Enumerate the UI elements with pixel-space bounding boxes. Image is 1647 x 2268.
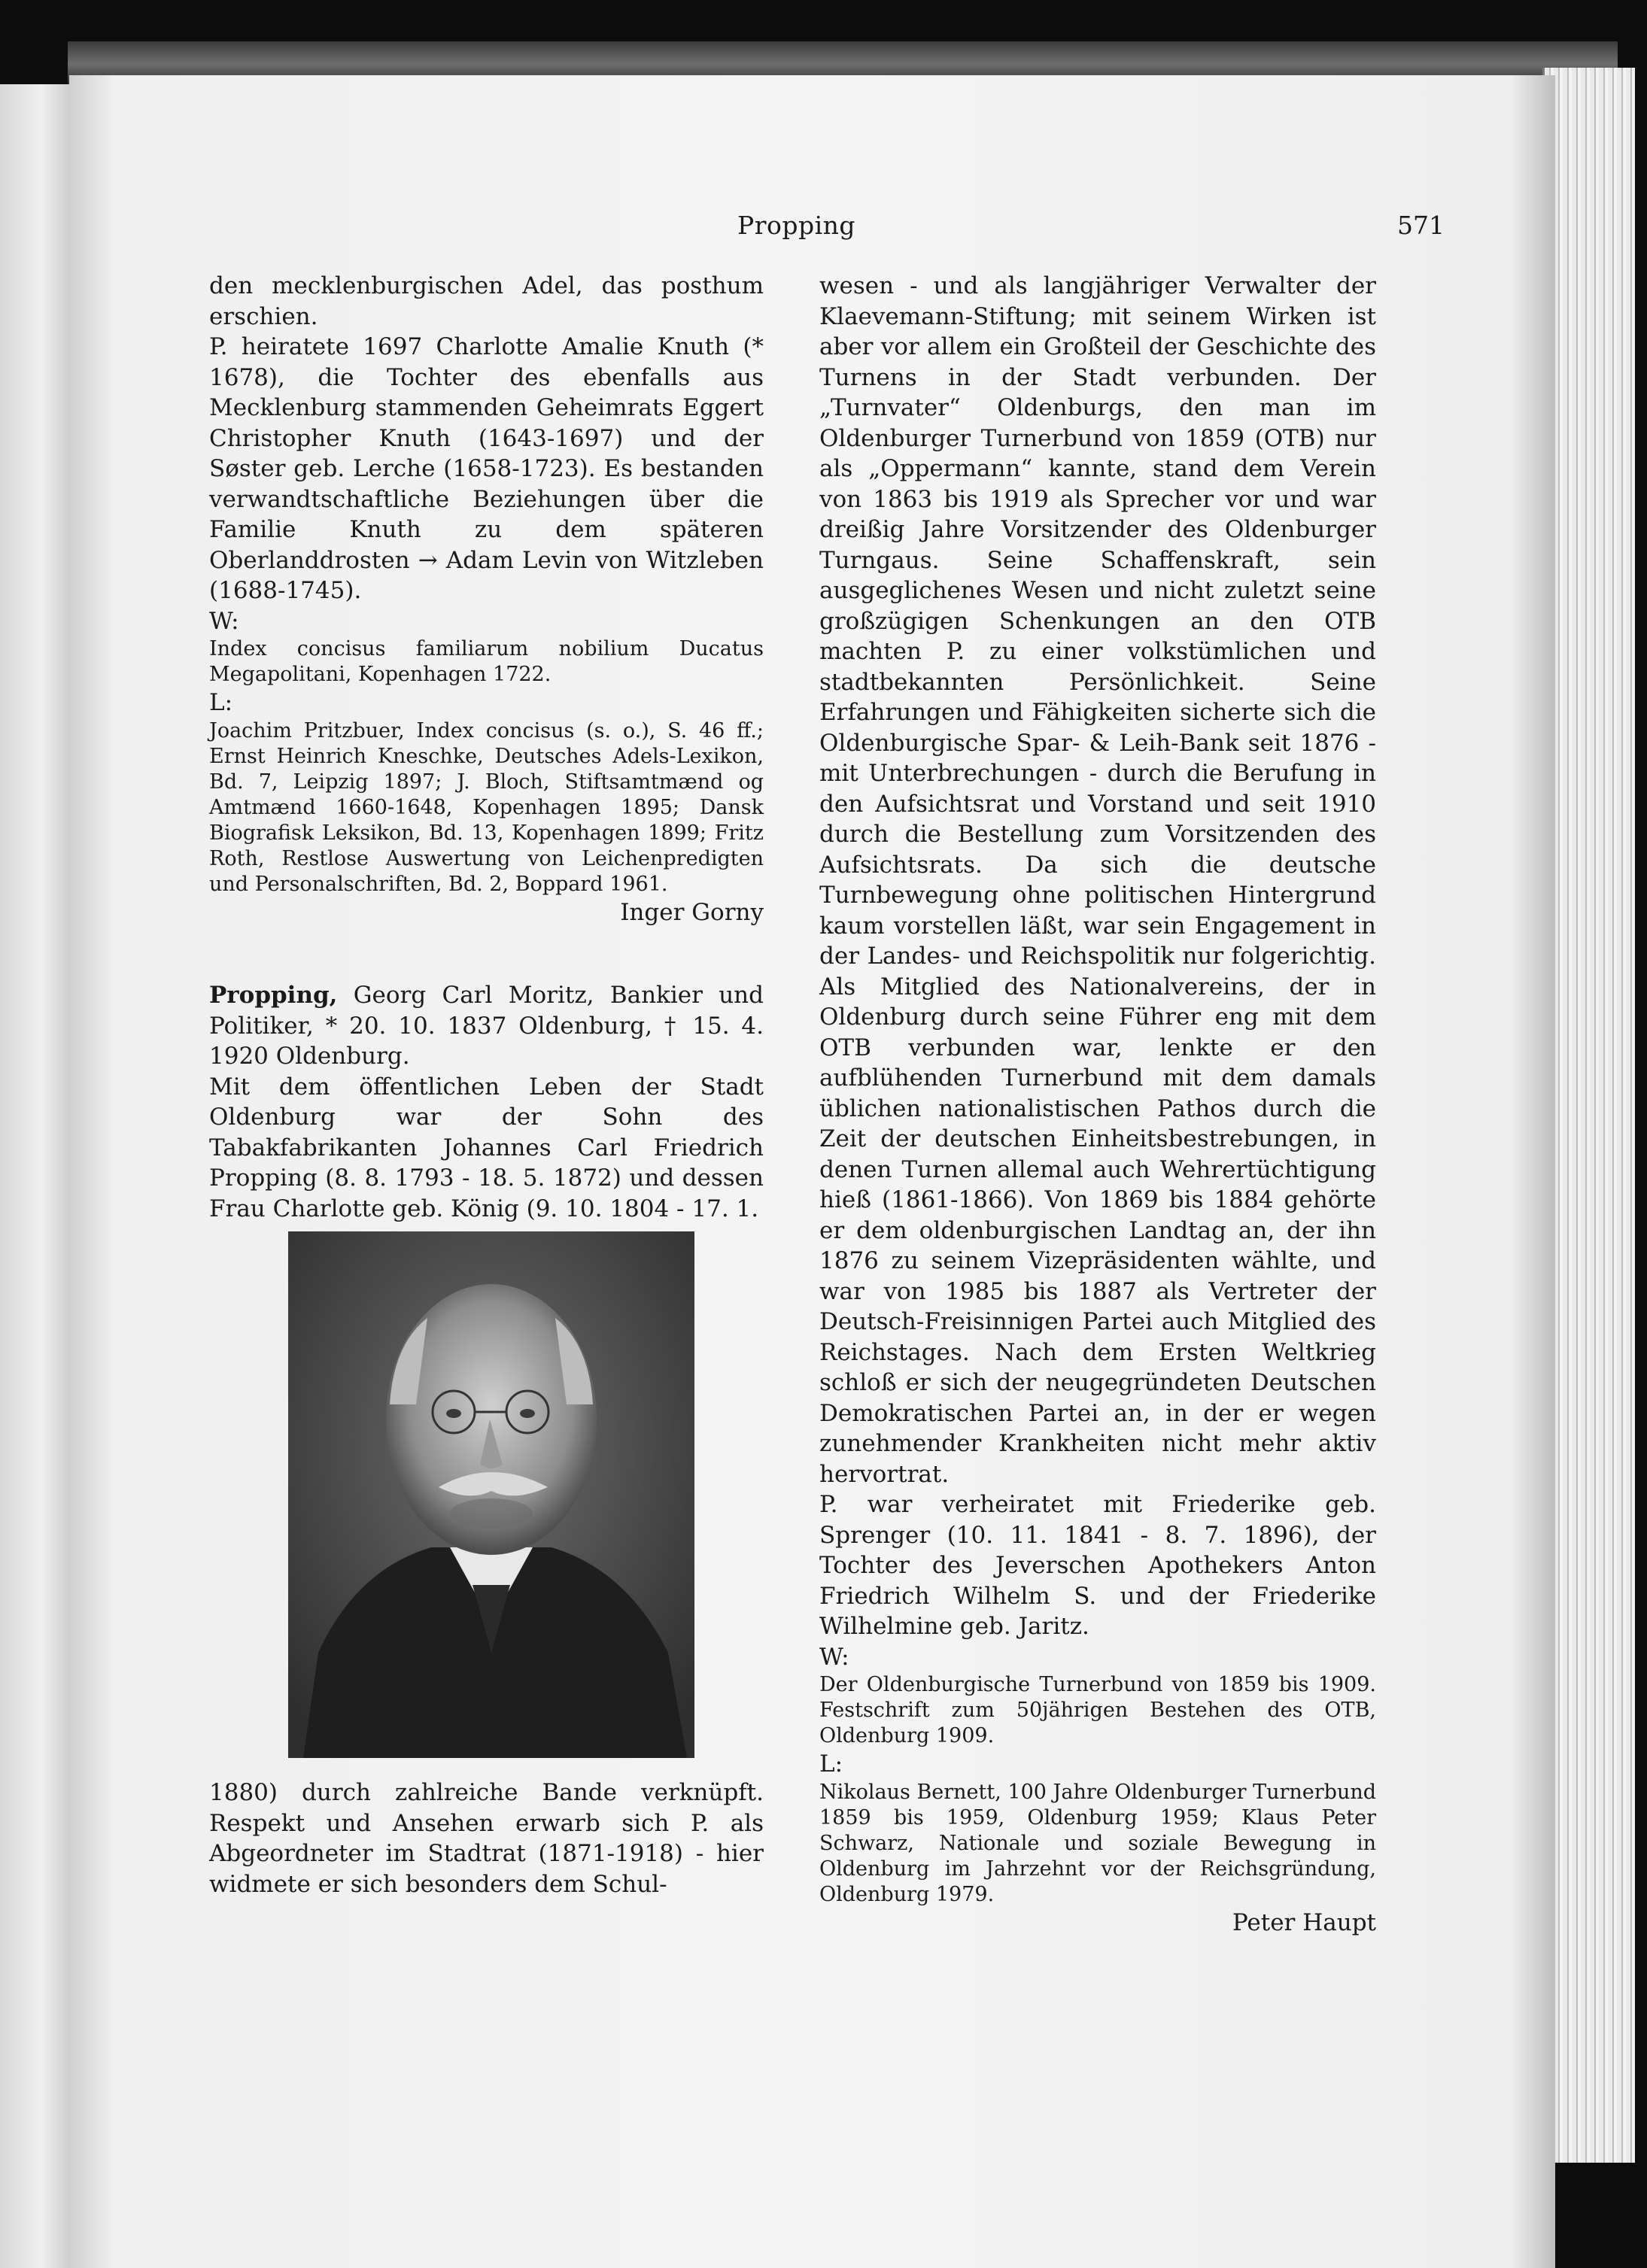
entry-heading	[209, 980, 764, 1072]
author-signature: Inger Gorny	[620, 898, 764, 926]
entry-heading-details: Georg Carl Moritz, Bankier und Politiker, * 20. 10. 1837 Oldenburg, † 15. 4. 1920 Oldenburg.	[209, 982, 764, 1070]
portrait-photo	[288, 1231, 694, 1758]
portrait-illustration	[288, 1231, 694, 1758]
literature-text-propping: Nikolaus Bernett, 100 Jahre Oldenburger Turnerbund 1859 bis 1959, Oldenburg 1959; Klaus Peter Schwarz, Nationale und soziale Bewegung in Oldenburg im Jahrzehnt vor der Reichsgründung, Oldenburg 1979.	[819, 1780, 1376, 1906]
continuation-paragraph: den mecklenburgischen Adel, das posthum erschien.	[209, 272, 764, 330]
literature-text: Joachim Pritzbuer, Index concisus (s. o.), S. 46 ff.; Ernst Heinrich Kneschke, Deutsches Adels-Lexikon, Bd. 7, Leipzig 1897; J. Bloch, Stiftsamtmænd og Amtmænd 1660-1648, Kopenhagen 1895; Dansk Biografisk Leksikon, Bd. 13, Kopenhagen 1899; Fritz Roth, Restlose Auswertung von Leichenpredigten und Personalschriften, Bd. 2, Boppard 1961.	[209, 718, 764, 896]
literature-label-propping: L:	[819, 1750, 843, 1778]
body-paragraph-1: Mit dem öffentlichen Leben der Stadt Oldenburg war der Sohn des Tabakfabrikanten Johannes Carl Friedrich Propping (8. 8. 1793 - 18. 5. 1872) und dessen Frau Charlotte geb. König (9. 10. 1804 - 17. 1.	[209, 1073, 764, 1222]
page-block-edges	[1542, 68, 1635, 2163]
works-label: W:	[209, 607, 239, 635]
page-number: 571	[1397, 211, 1445, 240]
marriage-paragraph-propping: P. war verheiratet mit Friederike geb. Sprenger (10. 11. 1841 - 8. 7. 1896), der Tochter des Jeverschen Apothekers Anton Friedrich Wilhelm S. und der Friederike Wilhelmine geb. Jaritz.	[819, 1491, 1376, 1640]
author-signature-propping: Peter Haupt	[1232, 1908, 1376, 1936]
body-paragraph-2: 1880) durch zahlreiche Bande verknüpft. Respekt und Ansehen erwarb sich P. als Abgeordneter im Stadtrat (1871-1918) - hier widmete er sich besonders dem Schul-	[209, 1779, 764, 1898]
right-column	[819, 271, 1376, 1938]
left-page-edge	[0, 84, 69, 2268]
body-paragraph-3: wesen - und als langjähriger Verwalter der Klaevemann-Stiftung; mit seinem Wirken ist aber vor allem ein Großteil der Geschichte des Turnens in der Stadt verbunden. Der „Turnvater“ Oldenburgs, den man im Oldenburger Turnerbund von 1859 (OTB) nur als „Oppermann“ kannte, stand dem Verein von 1863 bis 1919 als Sprecher vor und war dreißig Jahre Vorsitzender des Oldenburger Turngaus. Seine Schaffenskraft, sein ausgeglichenes Wesen und nicht zuletzt seine großzügigen Schenkungen an den OTB machten P. zu einer volkstümlichen und stadtbekannten Persönlichkeit. Seine Erfahrungen und Fähigkeiten sicherte sich die Oldenburgische Spar- & Leih-Bank seit 1876 - mit Unterbrechungen - durch die Berufung in den Aufsichtsrat und Vorstand und seit 1910 durch die Bestellung zum Vorsitzenden des Aufsichtsrats. Da sich die deutsche Turnbewegung ohne politischen Hintergrund kaum vorstellen läßt, war sein Engagement in der Landes- und Reichspolitik nur folgerichtig. Als Mitglied des Nationalvereins, der in Oldenburg durch seine Führer eng mit dem OTB verbunden war, lenkte er den aufblühenden Turnerbund mit dem damals üblichen nationalistischen Pathos durch die Zeit der deutschen Einheitsbestrebungen, in denen Turnen allemal auch Wehrertüchtigung hieß (1861-1866). Von 1869 bis 1884 gehörte er dem oldenburgischen Landtag an, der ihn 1876 zu seinem Vizepräsidenten wählte, und war von 1985 bis 1887 als Vertreter der Deutsch-Freisinnigen Partei auch Mitglied des Reichstages. Nach dem Ersten Weltkrieg schloß er sich der neugegründeten Deutschen Demokratischen Partei an, in der er wegen zunehmender Krankheiten nicht mehr aktiv hervortrat.	[819, 272, 1376, 1488]
portrait-area	[209, 1228, 764, 1770]
works-label-propping: W:	[819, 1643, 849, 1671]
marriage-paragraph: P. heiratete 1697 Charlotte Amalie Knuth (* 1678), die Tochter des ebenfalls aus Mecklenburg stammenden Geheimrats Eggert Christopher Knuth (1643-1697) und der Søster geb. Lerche (1658-1723). Es bestanden verwandtschaftliche Beziehungen über die Familie Knuth zu dem späteren Oberlanddrosten → Adam Levin von Witzleben (1688-1745).	[209, 333, 764, 604]
works-text-propping: Der Oldenburgische Turnerbund von 1859 bis 1909. Festschrift zum 50jährigen Bestehen des OTB, Oldenburg 1909.	[819, 1673, 1376, 1747]
running-head: Propping	[737, 211, 856, 240]
literature-label: L:	[209, 689, 233, 716]
entry-headword: Propping,	[209, 982, 338, 1009]
left-column	[209, 271, 764, 1899]
page-header	[69, 211, 1555, 248]
works-text: Index concisus familiarum nobilium Ducatus Megapolitani, Kopenhagen 1722.	[209, 637, 764, 686]
